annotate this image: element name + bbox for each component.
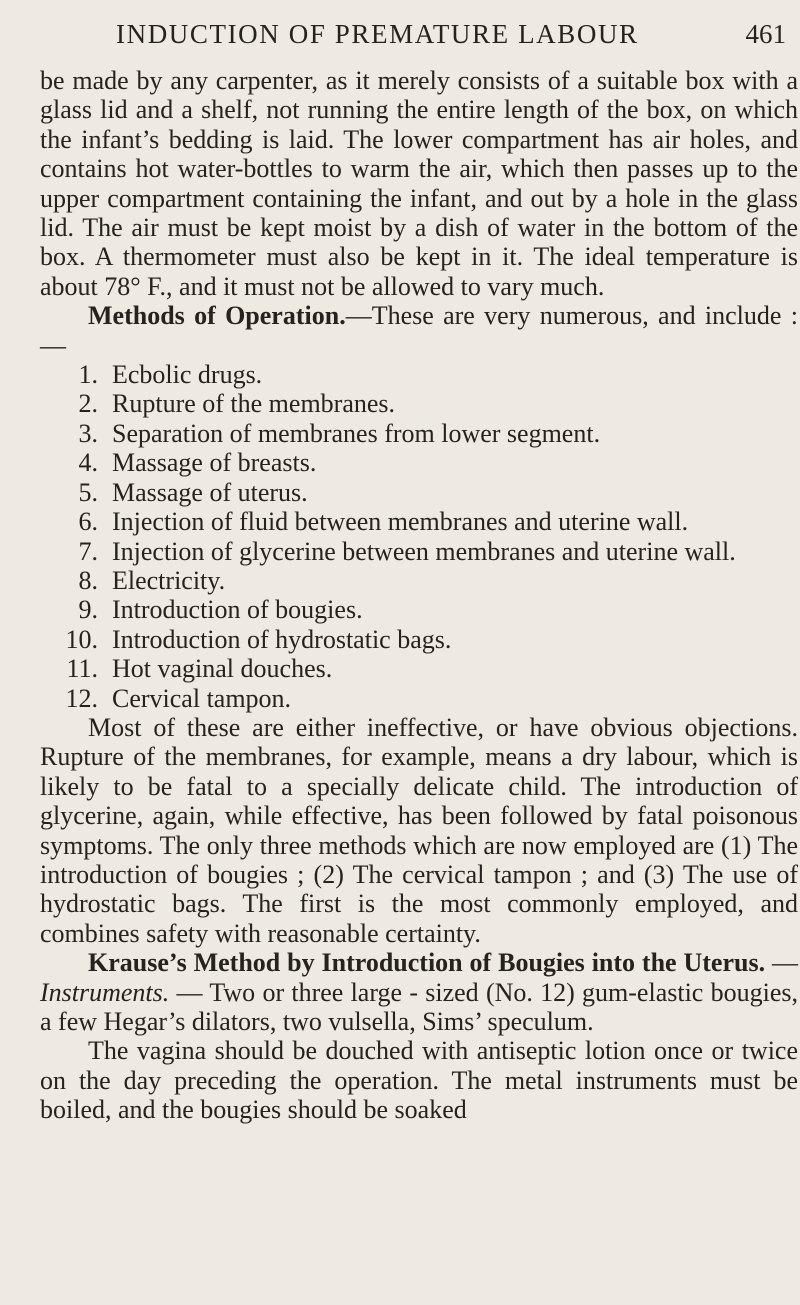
paragraph-douche: The vagina should be douched with antiseptic lotion once or twice on the day preceding the operation. The metal instruments must be boiled, and the bougies should be soaked (40, 1036, 798, 1125)
method-number: 8. (78, 565, 98, 595)
krause-dash: — (765, 948, 798, 978)
method-number: 10. (65, 624, 98, 654)
method-item (40, 478, 798, 507)
method-number: 5. (78, 477, 98, 507)
method-item (40, 537, 798, 566)
method-item (40, 507, 798, 536)
method-item (40, 595, 798, 624)
running-header (116, 14, 786, 54)
paragraph-incubator: be made by any carpenter, as it merely consists of a suitable box with a glass lid and a shelf, not running the entire length of the box, on which the infant’s bedding is laid. The lower compartment has air holes, and contains hot water-bottles to warm the air, which then passes up to the upper compartment containing the infant, and out by a hole in the glass lid. The air must be kept moist by a dish of water in the bottom of the box. A thermometer must also be kept in it. The ideal temperature is about 78° F., and it must not be allowed to vary much. (40, 66, 798, 301)
methods-intro-text: —These are very numerous, and include :— (40, 301, 798, 360)
method-text: Electricity. (112, 565, 226, 595)
page-number: 461 (745, 19, 786, 49)
method-item (40, 684, 798, 713)
methods-list (40, 360, 798, 713)
method-text: Hot vaginal douches. (112, 654, 333, 684)
method-item (40, 360, 798, 389)
paragraph-objections: Most of these are either ineffective, or have obvious objections. Rupture of the membranes, for example, means a dry labour, which is likely to be fatal to a specially delicate child. The introduction of glycerine, again, while effective, has been followed by fatal poisonous symptoms. The only three methods which are now employed are (1) The introduction of bougies ; (2) The cervical tampon ; and (3) The use of hydrostatic bags. The first is the most commonly employed, and combines safety with reasonable certainty. (40, 712, 798, 948)
method-number: 12. (65, 683, 98, 713)
krause-heading: Krause’s Method by Introduction of Bougies into the Uterus. (88, 948, 766, 978)
method-number: 9. (78, 595, 98, 625)
method-number: 4. (78, 448, 98, 478)
instruments-label: Instruments. (40, 977, 170, 1007)
paragraph-krause (40, 948, 798, 1036)
method-item (40, 419, 798, 448)
method-item (40, 389, 798, 418)
page-body (40, 66, 798, 1125)
method-text: Introduction of bougies. (112, 595, 363, 625)
method-number: 7. (78, 536, 98, 566)
method-text: Massage of breasts. (112, 448, 317, 478)
method-item (40, 448, 798, 477)
method-number: 2. (78, 389, 98, 419)
method-text: Ecbolic drugs. (112, 360, 263, 390)
method-item (40, 625, 798, 654)
method-text: Separation of membranes from lower segment. (112, 418, 601, 448)
method-text: Cervical tampon. (112, 683, 292, 713)
methods-heading: Methods of Operation. (88, 301, 346, 331)
method-text: Introduction of hydrostatic bags. (112, 624, 452, 654)
method-text: Rupture of the membranes. (112, 389, 396, 419)
method-item (40, 654, 798, 683)
method-item (40, 566, 798, 595)
running-title: INDUCTION OF PREMATURE LABOUR (116, 19, 639, 49)
instruments-text: — Two or three large - sized (No. 12) gum-elastic bougies, a few Hegar’s dilators, two vulsella, Sims’ speculum. (40, 977, 798, 1036)
method-number: 6. (78, 507, 98, 537)
method-text: Injection of glycerine between membranes and uterine wall. (112, 536, 736, 566)
method-number: 3. (78, 418, 98, 448)
paragraph-methods-intro (40, 301, 798, 360)
method-text: Injection of fluid between membranes and uterine wall. (112, 507, 689, 537)
method-number: 11. (66, 654, 98, 684)
method-number: 1. (78, 360, 98, 390)
method-text: Massage of uterus. (112, 477, 308, 507)
